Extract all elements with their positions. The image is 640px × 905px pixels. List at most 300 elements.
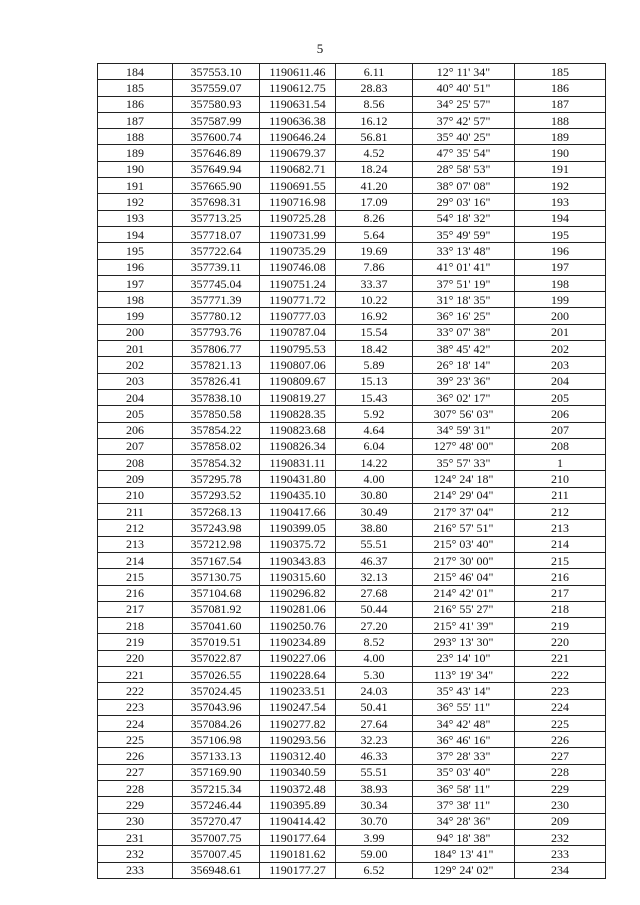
next-point-number-cell: 211 bbox=[515, 487, 606, 503]
point-number-cell: 199 bbox=[98, 308, 173, 324]
table-row bbox=[98, 64, 606, 80]
point-number-cell: 203 bbox=[98, 373, 173, 389]
distance-cell: 30.80 bbox=[336, 487, 413, 503]
x-coordinate-cell: 357041.60 bbox=[173, 618, 260, 634]
table-row bbox=[98, 487, 606, 503]
distance-cell: 16.12 bbox=[336, 112, 413, 128]
point-number-cell: 185 bbox=[98, 80, 173, 96]
distance-cell: 5.30 bbox=[336, 666, 413, 682]
table-row bbox=[98, 781, 606, 797]
y-coordinate-cell: 1190819.27 bbox=[260, 389, 336, 405]
next-point-number-cell: 191 bbox=[515, 161, 606, 177]
next-point-number-cell: 230 bbox=[515, 797, 606, 813]
table-row bbox=[98, 601, 606, 617]
point-number-cell: 207 bbox=[98, 438, 173, 454]
y-coordinate-cell: 1190395.89 bbox=[260, 797, 336, 813]
point-number-cell: 216 bbox=[98, 585, 173, 601]
point-number-cell: 188 bbox=[98, 129, 173, 145]
next-point-number-cell: 199 bbox=[515, 292, 606, 308]
x-coordinate-cell: 357104.68 bbox=[173, 585, 260, 601]
distance-cell: 8.52 bbox=[336, 634, 413, 650]
table-row bbox=[98, 813, 606, 829]
y-coordinate-cell: 1190777.03 bbox=[260, 308, 336, 324]
next-point-number-cell: 227 bbox=[515, 748, 606, 764]
x-coordinate-cell: 357559.07 bbox=[173, 80, 260, 96]
bearing-cell: 215° 41' 39" bbox=[413, 618, 515, 634]
distance-cell: 16.92 bbox=[336, 308, 413, 324]
bearing-cell: 35° 03' 40" bbox=[413, 764, 515, 780]
table-row bbox=[98, 226, 606, 242]
x-coordinate-cell: 357553.10 bbox=[173, 64, 260, 80]
bearing-cell: 23° 14' 10" bbox=[413, 650, 515, 666]
table-row bbox=[98, 210, 606, 226]
next-point-number-cell: 198 bbox=[515, 275, 606, 291]
table-row bbox=[98, 357, 606, 373]
x-coordinate-cell: 357295.78 bbox=[173, 471, 260, 487]
x-coordinate-cell: 357007.75 bbox=[173, 829, 260, 845]
next-point-number-cell: 189 bbox=[515, 129, 606, 145]
y-coordinate-cell: 1190807.06 bbox=[260, 357, 336, 373]
next-point-number-cell: 192 bbox=[515, 178, 606, 194]
point-number-cell: 214 bbox=[98, 552, 173, 568]
distance-cell: 33.37 bbox=[336, 275, 413, 291]
table-row bbox=[98, 699, 606, 715]
next-point-number-cell: 219 bbox=[515, 618, 606, 634]
y-coordinate-cell: 1190177.27 bbox=[260, 862, 336, 878]
point-number-cell: 215 bbox=[98, 569, 173, 585]
next-point-number-cell: 197 bbox=[515, 259, 606, 275]
point-number-cell: 186 bbox=[98, 96, 173, 112]
table-row bbox=[98, 797, 606, 813]
table-row bbox=[98, 683, 606, 699]
point-number-cell: 227 bbox=[98, 764, 173, 780]
table-row bbox=[98, 96, 606, 112]
bearing-cell: 216° 55' 27" bbox=[413, 601, 515, 617]
point-number-cell: 201 bbox=[98, 341, 173, 357]
table-row bbox=[98, 862, 606, 878]
y-coordinate-cell: 1190636.38 bbox=[260, 112, 336, 128]
point-number-cell: 219 bbox=[98, 634, 173, 650]
bearing-cell: 184° 13' 41" bbox=[413, 846, 515, 862]
next-point-number-cell: 234 bbox=[515, 862, 606, 878]
table-row bbox=[98, 715, 606, 731]
distance-cell: 56.81 bbox=[336, 129, 413, 145]
table-row bbox=[98, 259, 606, 275]
y-coordinate-cell: 1190787.04 bbox=[260, 324, 336, 340]
bearing-cell: 214° 29' 04" bbox=[413, 487, 515, 503]
distance-cell: 30.34 bbox=[336, 797, 413, 813]
point-number-cell: 206 bbox=[98, 422, 173, 438]
y-coordinate-cell: 1190735.29 bbox=[260, 243, 336, 259]
x-coordinate-cell: 357268.13 bbox=[173, 504, 260, 520]
distance-cell: 27.20 bbox=[336, 618, 413, 634]
distance-cell: 38.93 bbox=[336, 781, 413, 797]
bearing-cell: 293° 13' 30" bbox=[413, 634, 515, 650]
bearing-cell: 28° 58' 53" bbox=[413, 161, 515, 177]
distance-cell: 15.54 bbox=[336, 324, 413, 340]
bearing-cell: 33° 07' 38" bbox=[413, 324, 515, 340]
x-coordinate-cell: 356948.61 bbox=[173, 862, 260, 878]
point-number-cell: 187 bbox=[98, 112, 173, 128]
next-point-number-cell: 208 bbox=[515, 438, 606, 454]
y-coordinate-cell: 1190795.53 bbox=[260, 341, 336, 357]
x-coordinate-cell: 357293.52 bbox=[173, 487, 260, 503]
point-number-cell: 223 bbox=[98, 699, 173, 715]
next-point-number-cell: 207 bbox=[515, 422, 606, 438]
x-coordinate-cell: 357022.87 bbox=[173, 650, 260, 666]
table-row bbox=[98, 585, 606, 601]
table-row bbox=[98, 569, 606, 585]
bearing-cell: 215° 46' 04" bbox=[413, 569, 515, 585]
x-coordinate-cell: 357854.32 bbox=[173, 455, 260, 471]
distance-cell: 30.49 bbox=[336, 504, 413, 520]
next-point-number-cell: 196 bbox=[515, 243, 606, 259]
y-coordinate-cell: 1190731.99 bbox=[260, 226, 336, 242]
point-number-cell: 230 bbox=[98, 813, 173, 829]
next-point-number-cell: 228 bbox=[515, 764, 606, 780]
point-number-cell: 212 bbox=[98, 520, 173, 536]
x-coordinate-cell: 357698.31 bbox=[173, 194, 260, 210]
bearing-cell: 47° 35' 54" bbox=[413, 145, 515, 161]
y-coordinate-cell: 1190682.71 bbox=[260, 161, 336, 177]
distance-cell: 5.64 bbox=[336, 226, 413, 242]
point-number-cell: 196 bbox=[98, 259, 173, 275]
distance-cell: 3.99 bbox=[336, 829, 413, 845]
next-point-number-cell: 206 bbox=[515, 406, 606, 422]
point-number-cell: 194 bbox=[98, 226, 173, 242]
distance-cell: 4.00 bbox=[336, 650, 413, 666]
distance-cell: 8.26 bbox=[336, 210, 413, 226]
table-row bbox=[98, 764, 606, 780]
table-row bbox=[98, 373, 606, 389]
distance-cell: 18.42 bbox=[336, 341, 413, 357]
table-row bbox=[98, 178, 606, 194]
x-coordinate-cell: 357793.76 bbox=[173, 324, 260, 340]
bearing-cell: 29° 03' 16" bbox=[413, 194, 515, 210]
y-coordinate-cell: 1190281.06 bbox=[260, 601, 336, 617]
bearing-cell: 36° 55' 11" bbox=[413, 699, 515, 715]
point-number-cell: 233 bbox=[98, 862, 173, 878]
distance-cell: 50.44 bbox=[336, 601, 413, 617]
y-coordinate-cell: 1190823.68 bbox=[260, 422, 336, 438]
y-coordinate-cell: 1190233.51 bbox=[260, 683, 336, 699]
point-number-cell: 217 bbox=[98, 601, 173, 617]
table-row bbox=[98, 471, 606, 487]
coordinates-table bbox=[97, 63, 606, 879]
x-coordinate-cell: 357007.45 bbox=[173, 846, 260, 862]
y-coordinate-cell: 1190312.40 bbox=[260, 748, 336, 764]
bearing-cell: 34° 59' 31" bbox=[413, 422, 515, 438]
x-coordinate-cell: 357019.51 bbox=[173, 634, 260, 650]
y-coordinate-cell: 1190431.80 bbox=[260, 471, 336, 487]
distance-cell: 59.00 bbox=[336, 846, 413, 862]
y-coordinate-cell: 1190691.55 bbox=[260, 178, 336, 194]
next-point-number-cell: 233 bbox=[515, 846, 606, 862]
y-coordinate-cell: 1190372.48 bbox=[260, 781, 336, 797]
next-point-number-cell: 217 bbox=[515, 585, 606, 601]
bearing-cell: 217° 30' 00" bbox=[413, 552, 515, 568]
x-coordinate-cell: 357665.90 bbox=[173, 178, 260, 194]
x-coordinate-cell: 357270.47 bbox=[173, 813, 260, 829]
next-point-number-cell: 194 bbox=[515, 210, 606, 226]
bearing-cell: 31° 18' 35" bbox=[413, 292, 515, 308]
x-coordinate-cell: 357246.44 bbox=[173, 797, 260, 813]
next-point-number-cell: 187 bbox=[515, 96, 606, 112]
distance-cell: 30.70 bbox=[336, 813, 413, 829]
next-point-number-cell: 193 bbox=[515, 194, 606, 210]
bearing-cell: 39° 23' 36" bbox=[413, 373, 515, 389]
table-row bbox=[98, 520, 606, 536]
x-coordinate-cell: 357646.89 bbox=[173, 145, 260, 161]
x-coordinate-cell: 357167.54 bbox=[173, 552, 260, 568]
bearing-cell: 215° 03' 40" bbox=[413, 536, 515, 552]
x-coordinate-cell: 357212.98 bbox=[173, 536, 260, 552]
distance-cell: 55.51 bbox=[336, 764, 413, 780]
distance-cell: 24.03 bbox=[336, 683, 413, 699]
point-number-cell: 193 bbox=[98, 210, 173, 226]
next-point-number-cell: 185 bbox=[515, 64, 606, 80]
bearing-cell: 113° 19' 34" bbox=[413, 666, 515, 682]
y-coordinate-cell: 1190296.82 bbox=[260, 585, 336, 601]
point-number-cell: 208 bbox=[98, 455, 173, 471]
y-coordinate-cell: 1190771.72 bbox=[260, 292, 336, 308]
point-number-cell: 202 bbox=[98, 357, 173, 373]
point-number-cell: 222 bbox=[98, 683, 173, 699]
distance-cell: 28.83 bbox=[336, 80, 413, 96]
bearing-cell: 129° 24' 02" bbox=[413, 862, 515, 878]
x-coordinate-cell: 357026.55 bbox=[173, 666, 260, 682]
next-point-number-cell: 216 bbox=[515, 569, 606, 585]
distance-cell: 14.22 bbox=[336, 455, 413, 471]
y-coordinate-cell: 1190417.66 bbox=[260, 504, 336, 520]
point-number-cell: 189 bbox=[98, 145, 173, 161]
x-coordinate-cell: 357084.26 bbox=[173, 715, 260, 731]
distance-cell: 38.80 bbox=[336, 520, 413, 536]
distance-cell: 27.64 bbox=[336, 715, 413, 731]
distance-cell: 32.23 bbox=[336, 732, 413, 748]
table-row bbox=[98, 80, 606, 96]
bearing-cell: 216° 57' 51" bbox=[413, 520, 515, 536]
point-number-cell: 204 bbox=[98, 389, 173, 405]
bearing-cell: 217° 37' 04" bbox=[413, 504, 515, 520]
next-point-number-cell: 229 bbox=[515, 781, 606, 797]
bearing-cell: 54° 18' 32" bbox=[413, 210, 515, 226]
distance-cell: 4.64 bbox=[336, 422, 413, 438]
y-coordinate-cell: 1190375.72 bbox=[260, 536, 336, 552]
point-number-cell: 210 bbox=[98, 487, 173, 503]
next-point-number-cell: 186 bbox=[515, 80, 606, 96]
y-coordinate-cell: 1190751.24 bbox=[260, 275, 336, 291]
y-coordinate-cell: 1190343.83 bbox=[260, 552, 336, 568]
distance-cell: 15.43 bbox=[336, 389, 413, 405]
bearing-cell: 37° 38' 11" bbox=[413, 797, 515, 813]
y-coordinate-cell: 1190611.46 bbox=[260, 64, 336, 80]
bearing-cell: 35° 43' 14" bbox=[413, 683, 515, 699]
point-number-cell: 191 bbox=[98, 178, 173, 194]
distance-cell: 10.22 bbox=[336, 292, 413, 308]
y-coordinate-cell: 1190399.05 bbox=[260, 520, 336, 536]
next-point-number-cell: 222 bbox=[515, 666, 606, 682]
next-point-number-cell: 221 bbox=[515, 650, 606, 666]
point-number-cell: 224 bbox=[98, 715, 173, 731]
table-row bbox=[98, 536, 606, 552]
y-coordinate-cell: 1190177.64 bbox=[260, 829, 336, 845]
point-number-cell: 190 bbox=[98, 161, 173, 177]
point-number-cell: 200 bbox=[98, 324, 173, 340]
point-number-cell: 195 bbox=[98, 243, 173, 259]
bearing-cell: 37° 28' 33" bbox=[413, 748, 515, 764]
point-number-cell: 197 bbox=[98, 275, 173, 291]
y-coordinate-cell: 1190340.59 bbox=[260, 764, 336, 780]
y-coordinate-cell: 1190746.08 bbox=[260, 259, 336, 275]
bearing-cell: 36° 16' 25" bbox=[413, 308, 515, 324]
next-point-number-cell: 1 bbox=[515, 455, 606, 471]
y-coordinate-cell: 1190809.67 bbox=[260, 373, 336, 389]
next-point-number-cell: 209 bbox=[515, 813, 606, 829]
y-coordinate-cell: 1190828.35 bbox=[260, 406, 336, 422]
next-point-number-cell: 210 bbox=[515, 471, 606, 487]
distance-cell: 4.00 bbox=[336, 471, 413, 487]
distance-cell: 6.11 bbox=[336, 64, 413, 80]
x-coordinate-cell: 357600.74 bbox=[173, 129, 260, 145]
x-coordinate-cell: 357649.94 bbox=[173, 161, 260, 177]
point-number-cell: 228 bbox=[98, 781, 173, 797]
point-number-cell: 184 bbox=[98, 64, 173, 80]
bearing-cell: 35° 57' 33" bbox=[413, 455, 515, 471]
y-coordinate-cell: 1190646.24 bbox=[260, 129, 336, 145]
next-point-number-cell: 204 bbox=[515, 373, 606, 389]
x-coordinate-cell: 357024.45 bbox=[173, 683, 260, 699]
point-number-cell: 220 bbox=[98, 650, 173, 666]
x-coordinate-cell: 357771.39 bbox=[173, 292, 260, 308]
distance-cell: 46.37 bbox=[336, 552, 413, 568]
distance-cell: 32.13 bbox=[336, 569, 413, 585]
y-coordinate-cell: 1190679.37 bbox=[260, 145, 336, 161]
x-coordinate-cell: 357850.58 bbox=[173, 406, 260, 422]
x-coordinate-cell: 357130.75 bbox=[173, 569, 260, 585]
page-number: 5 bbox=[316, 41, 324, 56]
x-coordinate-cell: 357133.13 bbox=[173, 748, 260, 764]
table-row bbox=[98, 455, 606, 471]
table-row bbox=[98, 389, 606, 405]
x-coordinate-cell: 357713.25 bbox=[173, 210, 260, 226]
bearing-cell: 35° 40' 25" bbox=[413, 129, 515, 145]
y-coordinate-cell: 1190716.98 bbox=[260, 194, 336, 210]
bearing-cell: 33° 13' 48" bbox=[413, 243, 515, 259]
distance-cell: 55.51 bbox=[336, 536, 413, 552]
next-point-number-cell: 215 bbox=[515, 552, 606, 568]
point-number-cell: 225 bbox=[98, 732, 173, 748]
y-coordinate-cell: 1190612.75 bbox=[260, 80, 336, 96]
y-coordinate-cell: 1190227.06 bbox=[260, 650, 336, 666]
next-point-number-cell: 203 bbox=[515, 357, 606, 373]
point-number-cell: 198 bbox=[98, 292, 173, 308]
table-row bbox=[98, 634, 606, 650]
distance-cell: 46.33 bbox=[336, 748, 413, 764]
y-coordinate-cell: 1190414.42 bbox=[260, 813, 336, 829]
bearing-cell: 214° 42' 01" bbox=[413, 585, 515, 601]
bearing-cell: 127° 48' 00" bbox=[413, 438, 515, 454]
distance-cell: 27.68 bbox=[336, 585, 413, 601]
bearing-cell: 37° 42' 57" bbox=[413, 112, 515, 128]
x-coordinate-cell: 357854.22 bbox=[173, 422, 260, 438]
next-point-number-cell: 232 bbox=[515, 829, 606, 845]
table-row bbox=[98, 406, 606, 422]
y-coordinate-cell: 1190181.62 bbox=[260, 846, 336, 862]
table-row bbox=[98, 422, 606, 438]
point-number-cell: 213 bbox=[98, 536, 173, 552]
bearing-cell: 34° 25' 57" bbox=[413, 96, 515, 112]
table-row bbox=[98, 829, 606, 845]
table-row bbox=[98, 145, 606, 161]
bearing-cell: 35° 49' 59" bbox=[413, 226, 515, 242]
table-row bbox=[98, 846, 606, 862]
x-coordinate-cell: 357780.12 bbox=[173, 308, 260, 324]
point-number-cell: 211 bbox=[98, 504, 173, 520]
table-row bbox=[98, 552, 606, 568]
point-number-cell: 209 bbox=[98, 471, 173, 487]
table-row bbox=[98, 618, 606, 634]
next-point-number-cell: 224 bbox=[515, 699, 606, 715]
distance-cell: 50.41 bbox=[336, 699, 413, 715]
table-row bbox=[98, 732, 606, 748]
y-coordinate-cell: 1190826.34 bbox=[260, 438, 336, 454]
bearing-cell: 12° 11' 34" bbox=[413, 64, 515, 80]
table-row bbox=[98, 324, 606, 340]
next-point-number-cell: 201 bbox=[515, 324, 606, 340]
distance-cell: 19.69 bbox=[336, 243, 413, 259]
x-coordinate-cell: 357587.99 bbox=[173, 112, 260, 128]
bearing-cell: 34° 42' 48" bbox=[413, 715, 515, 731]
next-point-number-cell: 212 bbox=[515, 504, 606, 520]
point-number-cell: 232 bbox=[98, 846, 173, 862]
y-coordinate-cell: 1190631.54 bbox=[260, 96, 336, 112]
y-coordinate-cell: 1190293.56 bbox=[260, 732, 336, 748]
distance-cell: 18.24 bbox=[336, 161, 413, 177]
x-coordinate-cell: 357838.10 bbox=[173, 389, 260, 405]
bearing-cell: 38° 45' 42" bbox=[413, 341, 515, 357]
bearing-cell: 307° 56' 03" bbox=[413, 406, 515, 422]
x-coordinate-cell: 357081.92 bbox=[173, 601, 260, 617]
table-row bbox=[98, 243, 606, 259]
point-number-cell: 226 bbox=[98, 748, 173, 764]
table-row bbox=[98, 275, 606, 291]
next-point-number-cell: 223 bbox=[515, 683, 606, 699]
point-number-cell: 221 bbox=[98, 666, 173, 682]
next-point-number-cell: 190 bbox=[515, 145, 606, 161]
distance-cell: 5.89 bbox=[336, 357, 413, 373]
bearing-cell: 34° 28' 36" bbox=[413, 813, 515, 829]
y-coordinate-cell: 1190725.28 bbox=[260, 210, 336, 226]
distance-cell: 6.04 bbox=[336, 438, 413, 454]
bearing-cell: 38° 07' 08" bbox=[413, 178, 515, 194]
table-row bbox=[98, 748, 606, 764]
table-row bbox=[98, 129, 606, 145]
bearing-cell: 37° 51' 19" bbox=[413, 275, 515, 291]
point-number-cell: 229 bbox=[98, 797, 173, 813]
point-number-cell: 218 bbox=[98, 618, 173, 634]
next-point-number-cell: 220 bbox=[515, 634, 606, 650]
x-coordinate-cell: 357745.04 bbox=[173, 275, 260, 291]
x-coordinate-cell: 357806.77 bbox=[173, 341, 260, 357]
table-row bbox=[98, 504, 606, 520]
x-coordinate-cell: 357043.96 bbox=[173, 699, 260, 715]
point-number-cell: 205 bbox=[98, 406, 173, 422]
x-coordinate-cell: 357580.93 bbox=[173, 96, 260, 112]
bearing-cell: 36° 46' 16" bbox=[413, 732, 515, 748]
x-coordinate-cell: 357106.98 bbox=[173, 732, 260, 748]
next-point-number-cell: 214 bbox=[515, 536, 606, 552]
